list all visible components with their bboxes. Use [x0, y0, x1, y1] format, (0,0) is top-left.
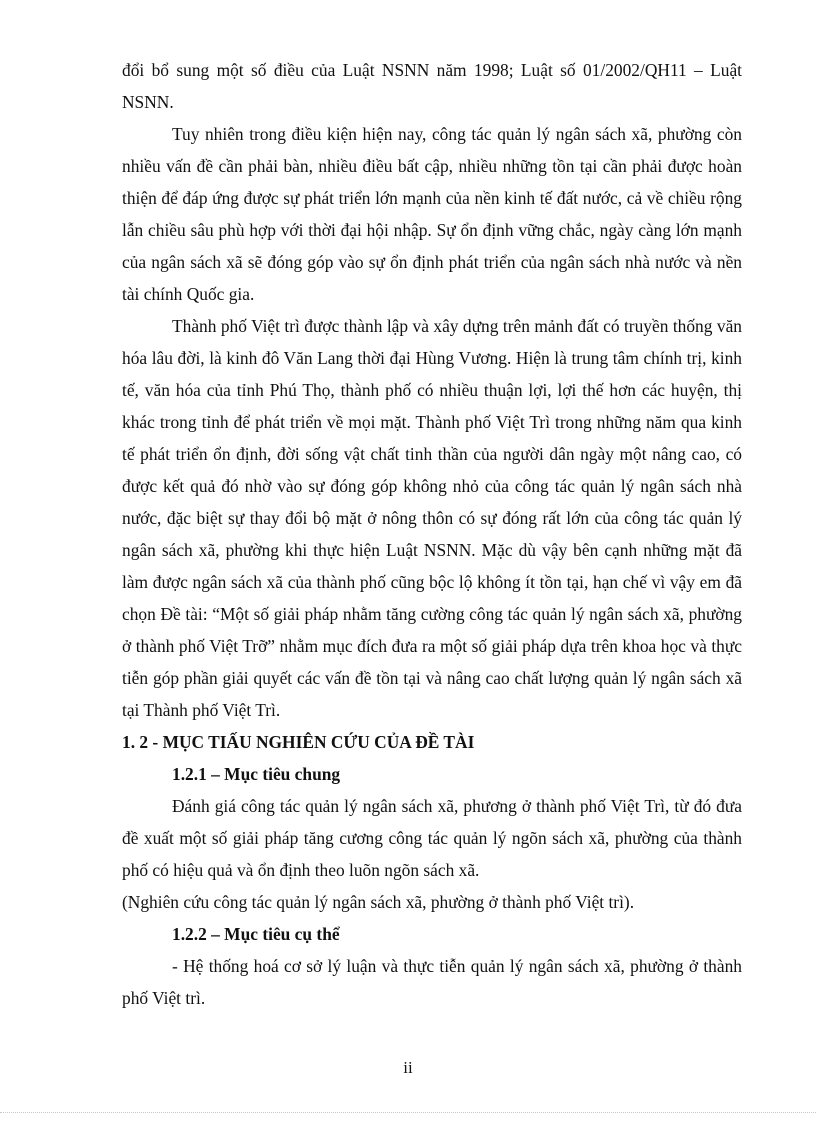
subsection-heading-general: 1.2.1 – Mục tiêu chung [172, 764, 341, 784]
page-number: ii [403, 1058, 413, 1077]
section-heading: 1. 2 - MỤC TIẤU NGHIÊN CỨU CỦA ĐỀ TÀI [122, 732, 475, 752]
paragraph-general-objective: Đánh giá công tác quản lý ngân sách xã, phương ở thành phố Việt Trì, từ đó đưa đề xuất một số giải pháp tăng cương công tác quản lý ngõn sách xã, phường của thành phố có hiệu quả và ổn định theo luõn ngõn sách xã. [122, 796, 742, 880]
paragraph-continuation: đổi bổ sung một số điều của Luật NSNN năm 1998; Luật số 01/2002/QH11 – Luật NSNN. [122, 60, 742, 112]
document-body [122, 54, 742, 1014]
paragraph-rationale: Thành phố Việt trì được thành lập và xây dựng trên mảnh đất có truyền thống văn hóa lâu đời, là kinh đô Văn Lang thời đại Hùng Vương. Hiện là trung tâm chính trị, kinh tế, văn hóa của tỉnh Phú Thọ, thành phố có nhiều thuận lợi, lợi thế hơn các huyện, thị khác trong tỉnh để phát triển về mọi mặt. Thành phố Việt Trì trong những năm qua kinh tế phát triển ổn định, đời sống vật chất tinh thần của người dân ngày một nâng cao, có được kết quả đó nhờ vào sự đóng góp không nhỏ của công tác quản lý ngân sách nhà nước, đặc biệt sự thay đổi bộ mặt ở nông thôn có sự đóng rất lớn của công tác quản lý ngân sách xã, phường khi thực hiện Luật NSNN. Mặc dù vậy bên cạnh những mặt đã làm được ngân sách xã của thành phố cũng bộc lộ không ít tồn tại, hạn chế vì vậy em đã chọn Đề tài: “Một số giải pháp nhằm tăng cường công tác quản lý ngân sách xã, phường ở thành phố Việt Trỡ” nhằm mục đích đưa ra một số giải pháp dựa trên khoa học và thực tiễn góp phần giải quyết các vấn đề tồn tại và nâng cao chất lượng quản lý ngân sách xã tại Thành phố Việt Trì. [122, 316, 742, 720]
page-bottom-divider [0, 1112, 816, 1113]
paragraph-specific-objective: - Hệ thống hoá cơ sở lý luận và thực tiễn quản lý ngân sách xã, phường ở thành phố Việt trì. [122, 956, 742, 1008]
paragraph-context: Tuy nhiên trong điều kiện hiện nay, công tác quản lý ngân sách xã, phường còn nhiều vấn đề cần phải bàn, nhiều điều bất cập, nhiều những tồn tại cần phải được hoàn thiện để đáp ứng được sự phát triển lớn mạnh của nền kinh tế đất nước, cả về chiều rộng lẫn chiều sâu phù hợp với thời đại hội nhập. Sự ổn định vững chắc, ngày càng lớn mạnh của ngân sách xã sẽ đóng góp vào sự ổn định phát triển của ngân sách nhà nước và nền tài chính Quốc gia. [122, 124, 742, 304]
paragraph-note: (Nghiên cứu công tác quản lý ngân sách xã, phường ở thành phố Việt trì). [122, 892, 635, 912]
subsection-heading-specific: 1.2.2 – Mục tiêu cụ thể [172, 924, 340, 944]
